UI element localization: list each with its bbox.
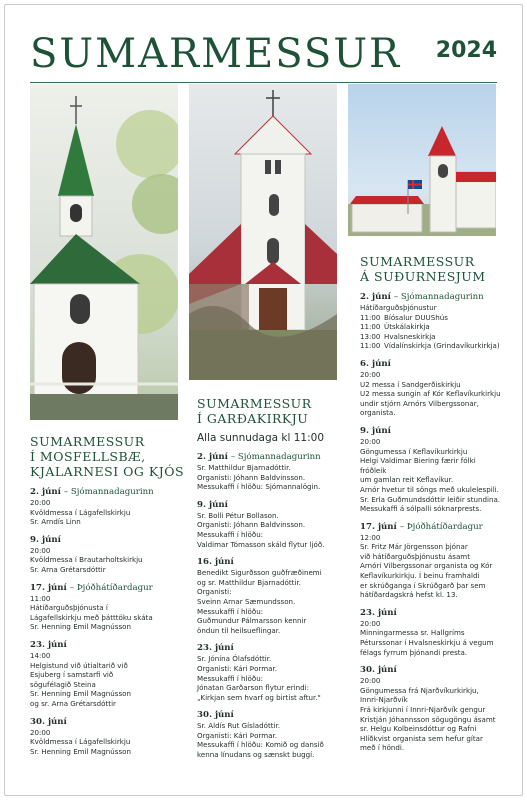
date-text: 2. júní: [360, 292, 391, 302]
date-text: 9. júní: [197, 499, 228, 510]
entry-line: Organisti: Kári Þormar.: [197, 663, 278, 673]
entry-line: 12:00: [360, 532, 381, 542]
date-text: 16. júní: [197, 557, 234, 568]
heading-line: Í GARÐAKIRKJU: [197, 411, 309, 426]
entry-line: og sr. Arna Grétarsdóttir: [30, 698, 116, 708]
schedule-time: 11:00: [360, 312, 381, 322]
entry-date: [197, 500, 347, 511]
entry-line: Valdimar Tómasson skáld flytur ljóð.: [197, 539, 325, 549]
entry-line: 20:00: [360, 369, 381, 379]
entry-line: Sr. Aldís Rut Gísladóttir.: [197, 721, 281, 731]
heading-line: Í MOSFELLSBÆ,: [30, 449, 146, 464]
entry-line: með í höndi.: [360, 743, 405, 753]
date-text: 23. júní: [197, 643, 234, 654]
date-text: 2. júní: [197, 452, 228, 462]
entry-line: Kvöldmessa í Brautarholtskirkju: [30, 555, 143, 565]
entry-line: Hátíðarguðsþjónustur: [360, 303, 437, 312]
entry-date: [30, 640, 190, 651]
entry-date: [197, 557, 347, 568]
date-text: 2. júní: [30, 487, 61, 497]
entry-line: U2 messa sungin af Kór Keflavíkurkirkju: [360, 389, 501, 399]
entry-line: Messukaffi í hlöðu:: [197, 673, 264, 683]
entry-line: Messukaffi í hlöðu:: [197, 529, 264, 539]
entry-date: [360, 522, 502, 533]
page-title: SUMARMESSUR: [30, 31, 402, 77]
year-label: 2024: [435, 38, 497, 63]
gardakirkja-photo: [189, 84, 337, 380]
schedule-row: [360, 313, 502, 323]
entry-line: hátíðardagskrá hefst kl. 13.: [360, 590, 458, 600]
entry-line: Arnór hvetur til söngs með ukulelespili.: [360, 484, 499, 494]
entry-line: Sr. Matthildur Bjarnadóttir.: [197, 463, 291, 472]
entry-line: Esjuberg í samstarfi við: [30, 670, 114, 680]
sudurnes-section: [360, 254, 502, 753]
event-name: – Sjómannadagurinn: [393, 292, 484, 302]
entry-line: 11:00: [30, 593, 51, 603]
mosfellsbaer-church-photo: [30, 84, 178, 420]
event-name: – Þjóðhátíðardagur: [69, 582, 153, 593]
entry-date: [30, 487, 190, 498]
schedule-row: [360, 322, 502, 332]
entry-line: og sr. Matthildur Bjarnadóttir.: [197, 577, 301, 587]
section-subtitle: Alla sunnudaga kl 11:00: [197, 432, 325, 444]
heading-line: SUMARMESSUR: [30, 434, 145, 449]
entry-date: [360, 426, 502, 437]
title-divider: [30, 82, 497, 83]
entry-list: [360, 292, 502, 753]
entry-line: 20:00: [360, 618, 381, 628]
entry-line: Organisti: Jóhann Baldvinsson.: [197, 520, 306, 530]
entry-date: [360, 608, 502, 619]
schedule-place: Hvalsneskirkja: [384, 331, 436, 341]
schedule-row: [360, 332, 502, 342]
entry-line: við hátíðarguðsþjónustu ásamt: [360, 551, 470, 561]
date-text: 30. júní: [197, 710, 234, 721]
entry-line: 20:00: [30, 545, 51, 555]
entry-line: Helgistund við útialtarið við: [30, 660, 128, 670]
entry-line: Kvöldmessa í Lágafellskirkju: [30, 507, 131, 517]
entry-line: 20:00: [360, 436, 381, 446]
date-text: 9. júní: [30, 534, 61, 545]
entry-line: Kristján Jóhannsson sögugöngu ásamt: [360, 714, 496, 724]
entry-list: [197, 452, 347, 760]
entry-line: Frá kirkjunni í Innri-Njarðvík gengur: [360, 705, 486, 714]
date-text: 30. júní: [360, 665, 397, 676]
entry-line: organista.: [360, 408, 396, 418]
event-name: – Sjómannadagurinn: [230, 452, 321, 462]
entry-date: [360, 359, 502, 370]
schedule-time: 11:00: [360, 341, 381, 351]
section-heading: [360, 254, 502, 284]
entry-line: Guðmundur Pálmarsson kennir: [197, 616, 307, 626]
entry-line: Messukaffi í hlöðu: Sjómannalögin.: [197, 482, 321, 492]
entry-line: Organisti: Jóhann Baldvinsson.: [197, 472, 306, 482]
entry-date: [30, 583, 190, 594]
entry-line: Sr. Henning Emil Magnússon: [30, 689, 131, 699]
entry-line: U2 messa í Sandgerðiskirkju: [360, 379, 461, 389]
entry-line: 20:00: [30, 727, 51, 737]
date-text: 9. júní: [360, 425, 391, 436]
entry-line: Arnóri Vilbergssonar organista og Kór: [360, 561, 493, 571]
entry-list: [30, 487, 190, 756]
entry-line: Lágafellskirkju með þátttöku skáta: [30, 612, 153, 622]
date-text: 23. júní: [30, 639, 67, 650]
entry-line: „Kirkjan sem hvarf og birtist aftur.": [197, 692, 321, 702]
entry-line: 20:00: [30, 498, 51, 507]
heading-line: KJALARNESI OG KJÓS: [30, 464, 185, 479]
entry-line: Sr. Arndís Linn: [30, 517, 81, 527]
entry-line: Messukaffi í hlöðu:: [197, 606, 264, 616]
heading-line: SUMARMESSUR: [197, 396, 312, 411]
event-name: – Þjóðhátíðardagur: [399, 521, 483, 532]
gardakirkja-section: [197, 396, 347, 760]
date-text: 30. júní: [30, 716, 67, 727]
entry-date: [197, 643, 347, 654]
entry-line: Sr. Jónína Ólafsdóttir.: [197, 654, 272, 664]
entry-line: Messukaffi í hlöðu: Komið og dansið: [197, 740, 324, 750]
entry-line: Organisti: Kári Þormar.: [197, 730, 278, 740]
entry-line: félags fyrrum þjónandi presta.: [360, 647, 468, 657]
entry-line: undir stjórn Arnórs Vilbergssonar,: [360, 398, 479, 408]
entry-date: [197, 452, 347, 463]
entry-line: Sr. Arna Grétarsdóttir: [30, 564, 106, 574]
schedule-time: 13:00: [360, 331, 381, 341]
entry-line: Keflavíkurkirkju. Í beinu framhaldi: [360, 571, 480, 581]
entry-line: um gamlan reit Keflavíkur.: [360, 475, 454, 485]
entry-line: sr. Helgu Kolbeinsdóttur og Rafni: [360, 724, 477, 734]
entry-line: öndun til heilsueflingar.: [197, 625, 281, 635]
schedule-place: Útskálakirkja: [384, 322, 430, 332]
schedule-place: Vídalínskirkja (Grindavíkurkirkja): [384, 341, 500, 351]
entry-line: Péturssonar í Hvalsneskirkju á vegum: [360, 638, 494, 648]
entry-line: Organisti:: [197, 587, 232, 597]
entry-date: [197, 710, 347, 721]
entry-line: Göngumessa frá Njarðvíkurkirkju,: [360, 685, 479, 695]
entry-date: [360, 665, 502, 676]
entry-line: Jónatan Garðarson flytur erindi:: [197, 683, 310, 693]
mosfellsbaer-section: [30, 434, 190, 756]
entry-line: Kvöldmessa í Lágafellskirkju: [30, 737, 131, 747]
event-name: – Sjómannadagurinn: [63, 487, 154, 497]
date-text: 23. júní: [360, 607, 397, 618]
entry-date: [30, 717, 190, 728]
entry-line: Minningarmessa sr. Hallgríms: [360, 628, 465, 638]
entry-line: Hátíðarguðsþjónusta í: [30, 603, 108, 613]
entry-line: er skrúðganga í Skrúðgarð þar sem: [360, 580, 486, 590]
date-text: 6. júní: [360, 358, 391, 369]
entry-date: [360, 292, 502, 303]
entry-date: [30, 535, 190, 546]
sudurnes-church-photo: [348, 84, 496, 236]
schedule-place: Bíósalur DUUShús: [384, 312, 448, 322]
entry-line: Sr. Erla Guðmundsdóttir leiðir stundina.: [360, 494, 501, 504]
entry-line: Sr. Henning Emil Magnússon: [30, 746, 131, 756]
entry-line: 14:00: [30, 650, 51, 660]
heading-line: SUMARMESSUR: [360, 254, 475, 269]
section-heading: [197, 396, 347, 426]
entry-line: kenna línudans og sænskt buggí.: [197, 750, 315, 760]
entry-line: Sr. Fritz Már Jörgensson þjónar: [360, 542, 468, 552]
schedule-row: [360, 341, 502, 351]
section-heading: [30, 434, 190, 479]
entry-line: Innri-Njarðvík: [360, 695, 408, 705]
entry-line: söguféIagið Steina: [30, 679, 96, 689]
entry-line: Benedikt Sigurðsson guðfræðinemi: [197, 568, 322, 578]
date-text: 17. júní: [30, 582, 67, 593]
entry-line: Messukaffi á sólpalli sóknarprests.: [360, 504, 482, 514]
entry-line: 20:00: [360, 676, 381, 686]
entry-line: Helgi Valdimar Biering færir fólki fróðleik: [360, 456, 476, 475]
entry-line: Sveinn Arnar Sæmundsson.: [197, 596, 296, 606]
heading-line: Á SUÐURNESJUM: [360, 269, 486, 284]
entry-line: Göngumessa í Keflavíkurkirkju: [360, 446, 468, 456]
entry-line: Sr. Bolli Pétur Bollason.: [197, 510, 279, 520]
entry-line: Hlíðkvist organista sem hefur gítar: [360, 733, 483, 743]
date-text: 17. júní: [360, 521, 397, 532]
schedule-time: 11:00: [360, 322, 381, 332]
entry-line: Sr. Henning Emil Magnússon: [30, 622, 131, 632]
